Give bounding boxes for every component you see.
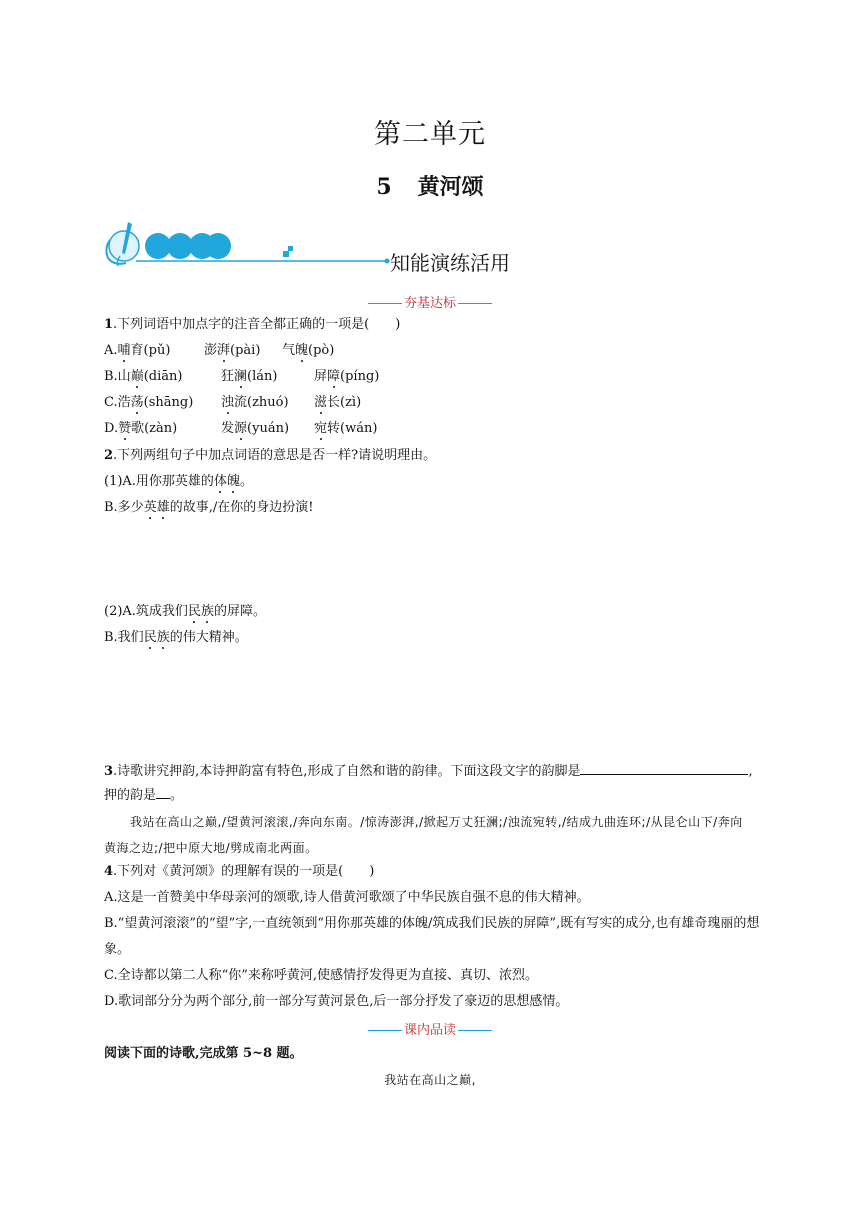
q3-poem-line-1: 我站在高山之巅,/望黄河滚滚,/奔向东南。/惊涛澎湃,/掀起万丈狂澜;/浊流宛转,/结成九曲连环;/从昆仑山下/奔向	[130, 815, 743, 829]
q4-option-b-cont: 象。	[104, 942, 131, 957]
answer-blank[interactable]	[580, 774, 748, 775]
reading-instruction: 阅读下面的诗歌,完成第 5~8 题。	[104, 1046, 303, 1061]
question-1-stem: 1.下列词语中加点字的注音全都正确的一项是( )	[104, 317, 401, 332]
unit-title: 第二单元	[374, 119, 486, 150]
lesson-number: 5	[376, 174, 392, 200]
section-heading-basic: 夯基达标	[360, 292, 500, 311]
question-2-stem: 2.下列两组句子中加点词语的意思是否一样?请说明理由。	[104, 448, 437, 463]
q1-option-row: D.赞歌(zàn) 发源(yuán) 宛转(wán)	[104, 421, 378, 436]
answer-blank[interactable]	[156, 798, 170, 799]
banner-title: 知能演练活用	[390, 251, 510, 275]
q1-option-row: A.哺育(pǔ) 澎湃(pài) 气魄(pò)	[104, 343, 335, 358]
q4-option-a: A.这是一首赞美中华母亲河的颂歌,诗人借黄河歌颂了中华民族自强不息的伟大精神。	[104, 890, 590, 905]
q1-option-row: C.浩荡(shāng) 浊流(zhuó) 滋长(zì)	[104, 395, 362, 410]
q1-option-row: B.山巅(diān) 狂澜(lán) 屏障(píng)	[104, 369, 380, 384]
q4-option-d: D.歌词部分分为两个部分,前一部分写黄河景色,后一部分抒发了豪迈的思想感情。	[104, 994, 569, 1009]
question-3-stem: 3.诗歌讲究押韵,本诗押韵富有特色,形成了自然和谐的韵律。下面这段文字的韵脚是 ,	[104, 764, 753, 779]
q3-line-2: 押的韵是 。	[104, 788, 184, 803]
q2-sentence-1a: (1)A.用你那英雄的体魄。	[104, 474, 253, 489]
q4-option-c: C.全诗都以第二人称“你”来称呼黄河,使感情抒发得更为直接、真切、浓烈。	[104, 968, 539, 983]
q2-sentence-2b: B.我们民族的伟大精神。	[104, 630, 248, 645]
q4-option-b: B.“望黄河滚滚”的“望”字,一直统领到“用你那英雄的体魄/筑成我们民族的屏障”,既有写实的成分,也有雄奇瑰丽的想	[104, 916, 760, 931]
lesson-name: 黄河颂	[417, 174, 484, 200]
q2-sentence-1b: B.多少英雄的故事,/在你的身边扮演!	[104, 500, 314, 515]
poem-first-line: 我站在高山之巅,	[384, 1073, 476, 1087]
lesson-title	[0, 170, 860, 201]
section-heading-reading: 课内品读	[360, 1019, 500, 1038]
q2-sentence-2a: (2)A.筑成我们民族的屏障。	[104, 604, 266, 619]
q3-poem-line-2: 黄海之边;/把中原大地/劈成南北两面。	[104, 841, 318, 855]
question-4-stem: 4.下列对《黄河颂》的理解有误的一项是( )	[104, 864, 375, 879]
